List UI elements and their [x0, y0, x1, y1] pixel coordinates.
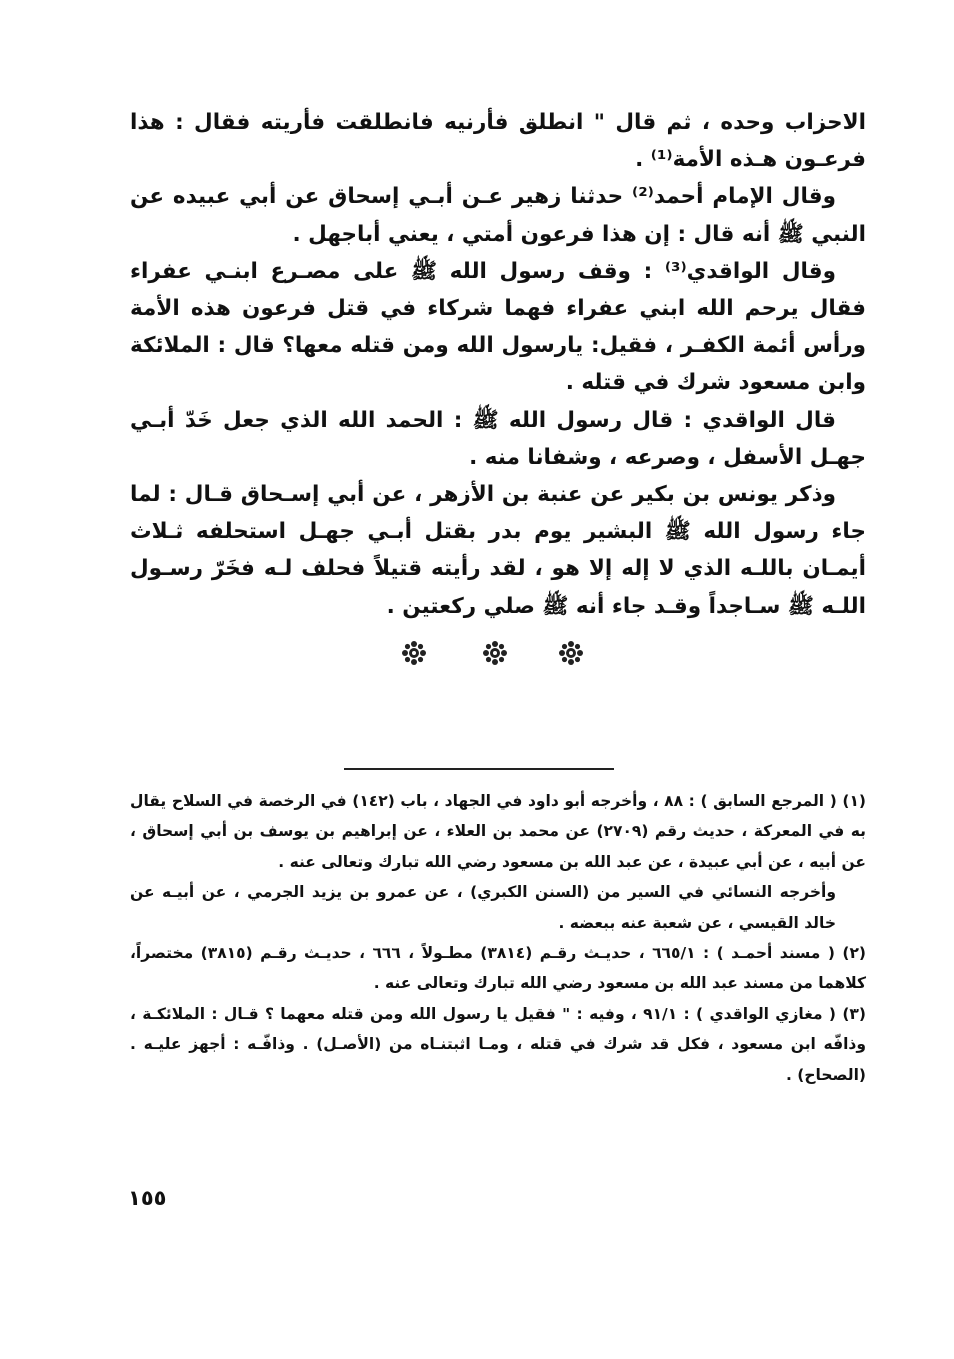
- paragraph: وقال الواقدي⁽³⁾ : وقف رسول الله ﷺ على مصـرع ابنـي عفراء فقال يرحم الله ابني عفراء فهما شركاء في قتل فرعون هذه الأمة ورأس أئمة الكفـر ، فقيل: يارسول الله ومن قتله معها؟ قال : الملائكة وابن مسعود شرك في قتله .: [130, 258, 866, 396]
- rosette-ornament-icon: [482, 640, 508, 666]
- footnote: (٣) ( مغازي الواقدي ) : ٩١/١ ، وفيه : " فقيل يا رسول الله ومن قتله معهما ؟ قـال : الملائكـة ، وذافّه ابن مسعود ، فكل قد شرك في قتله ، ومـا اثبتنـاه من (الأصـل) . وذافّـه : أجهز عليـه . (الصحاح) .: [130, 1004, 866, 1084]
- rosette-ornament-icon: [558, 640, 584, 666]
- paragraph: الاحزاب وحده ، ثم قال " انطلق فأرنيه فانطلقت فأريته فقال : هذا فرعـون هـذه الأمة⁽¹⁾ .: [130, 110, 866, 173]
- paragraph: قال الواقدي : قال رسول الله ﷺ : الحمد الله الذي جعل خَدّ أبـي جهـل الأسفل ، وصرعه ، وشفانا منه .: [130, 407, 866, 470]
- footnote: (٢) ( مسند أحمـد ) : ٦٦٥/١ ، حديـث رقـم (٣٨١٤) مطـولاً ، ٦٦٦ ، حديـث رقـم (٣٨١٥) مختصراً، كلاهما من مسند عبد الله بن مسعود رضي الله تبارك وتعالى عنه .: [130, 944, 866, 993]
- section-divider-ornaments: [0, 640, 954, 670]
- footnote-separator: [344, 768, 614, 770]
- footnotes-block: [130, 786, 866, 1090]
- paragraph: وذكر يونس بن بكير عن عنبة بن الأزهر ، عن أبي إسـحاق قـال : لما جاء رسول الله ﷺ البشير يوم بدر بقتل أبـي جهـل استحلفه ثـلاث أيمـان باللـه الذي لا إله إلا هو ، لقد رأيته قتيلاً فحلف لـه فخَرّ رسـول اللـه ﷺ سـاجداً وقـد جاء أنه ﷺ صلي ركعتين .: [130, 482, 866, 619]
- footnote: (١) ( المرجع السابق ) : ٨٨ ، وأخرجه أبو داود في الجهاد ، باب (١٤٢) في الرخصة في السلاح يقال به في المعركة ، حديث رقم (٢٧٠٩) عن محمد بن العلاء ، عن إبراهيم بن يوسف بن أبي إسحاق ، عن أبيه ، عن أبي عبيدة ، عن عبد الله بن مسعود رضي الله تبارك وتعالى عنه .: [130, 792, 866, 871]
- paragraph: وقال الإمام أحمد⁽²⁾ حدثنا زهير عـن أبـي إسحاق عن أبي عبيده عن النبي ﷺ أنه قال : إن هذا فرعون أمتي ، يعني أباجهل .: [130, 184, 866, 247]
- page-number: ١٥٥: [128, 1186, 167, 1210]
- rosette-ornament-icon: [401, 640, 427, 666]
- main-text-block: [130, 104, 866, 625]
- footnote-continuation: وأخرجه النسائي في السير من (السنن الكبري) ، عن عمرو بن يزيد الجرمي ، عن أبيـه عن خالد القيسي ، عن شعبة عنه ببعضه .: [130, 883, 836, 932]
